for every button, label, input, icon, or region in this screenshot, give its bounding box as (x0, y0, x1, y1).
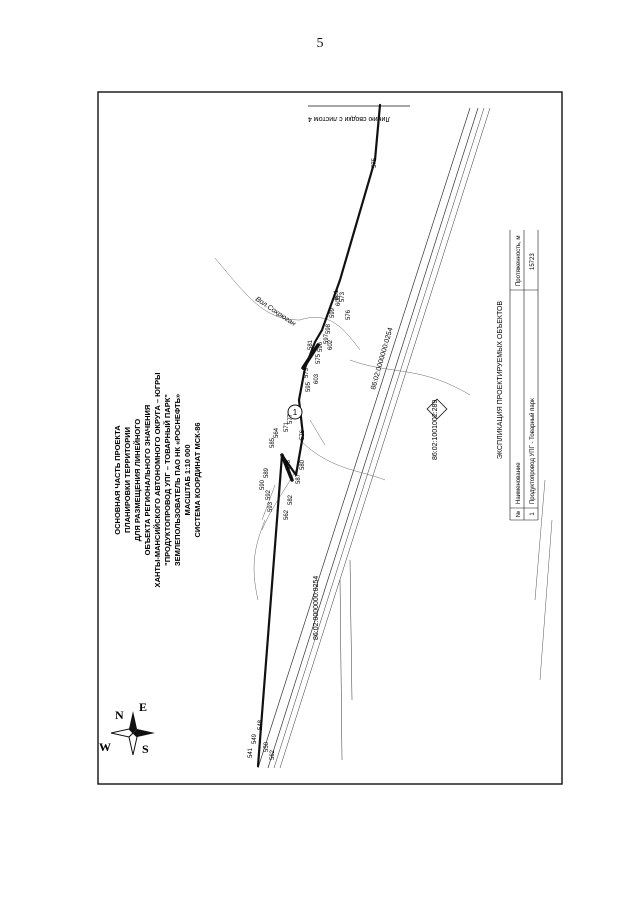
parcel-label-right: 86:02:0000000:0254 (370, 326, 395, 391)
title-line-2: ПЛАНИРОВКИ ТЕРРИТОРИИ (123, 426, 132, 534)
title-line-6: "ПРОДУКТОПРОВОД УПГ – ТОВАРНЫЙ ПАРК" (163, 394, 172, 566)
point-label: 564 (274, 427, 280, 438)
point-label: 575 (316, 353, 322, 364)
title-block (113, 373, 202, 588)
title-line-1: ОСНОВНАЯ ЧАСТЬ ПРОЕКТА (113, 425, 122, 535)
point-label: 603 (314, 373, 320, 384)
object-marker-label: 1 (292, 408, 298, 417)
point-label: 592 (266, 489, 272, 500)
point-label: 602 (328, 339, 334, 350)
title-line-8: МАСШТАБ 1:10 000 (183, 444, 192, 516)
title-line-5: ХАНТЫ-МАНСИЙСКОГО АВТОНОМНОГО ОКРУГА – ЮГРЫ (153, 372, 162, 588)
page-number: 5 (316, 36, 324, 51)
legend-row-length: 15723 (530, 253, 536, 270)
point-label: 541 (248, 747, 254, 758)
continuation-note (308, 106, 410, 122)
point-label: 562 (284, 509, 290, 520)
point-label: 593 (268, 501, 274, 512)
point-label: 585 (270, 437, 276, 448)
compass-north: N (115, 708, 124, 722)
point-label: 587 (296, 473, 302, 484)
point-label: 580 (300, 459, 306, 470)
point-label: 590 (260, 479, 266, 490)
point-label: 573 (304, 367, 310, 378)
point-label: 562 (270, 749, 276, 760)
legend-title: ЭКСПЛИКАЦИЯ ПРОЕКТИРУЕМЫХ ОБЪЕКТОВ (497, 300, 504, 460)
point-label: 582 (288, 494, 294, 505)
compass-south: S (142, 742, 149, 756)
point-label: 577 (288, 413, 294, 424)
compass-east: E (139, 700, 148, 714)
point-label: 597 (324, 333, 330, 344)
point-label: 581 (308, 339, 314, 350)
title-line-3: ДЛЯ РАЗМЕЩЕНИЯ ЛИНЕЙНОГО (133, 418, 142, 542)
point-label: 595 (306, 381, 312, 392)
point-label: 600 (336, 295, 342, 306)
point-label: 576 (346, 309, 352, 320)
legend-row-no: 1 (530, 512, 536, 516)
parcel-label-inner: 86:02:1001002:289 (432, 399, 439, 460)
parcel-label-left: 86:02:0000000:0254 (313, 575, 320, 640)
point-label: 549 (252, 733, 258, 744)
legend-side-lines (535, 480, 552, 680)
road-corridor (258, 108, 490, 768)
compass-rose-icon (99, 700, 155, 756)
title-line-9: СИСТЕМА КООРДИНАТ МСК-86 (193, 422, 202, 538)
point-label: 601 (334, 289, 340, 300)
point-label: 599 (330, 307, 336, 318)
point-label: 598 (326, 323, 332, 334)
continuation-note-text: Линию сводки с листом 4 (308, 115, 390, 122)
legend-header-length: Протяженность, м (516, 235, 522, 286)
point-label: 573 (340, 291, 346, 302)
point-label: 589 (264, 467, 270, 478)
point-label: 578 (286, 459, 292, 470)
point-label: 596 (318, 341, 324, 352)
point-label: 576 (300, 429, 306, 440)
point-label: 548 (258, 719, 264, 730)
legend-header-name: Наименование (516, 462, 522, 504)
compass-west: W (99, 740, 111, 754)
river-label: Вол.Сохрюган (253, 295, 297, 328)
point-label: 575 (372, 157, 378, 168)
legend-header-no: № (516, 510, 522, 518)
title-line-7: ЗЕМЛЕПОЛЬЗОВАТЕЛЬ ПАО НК «РОСНЕФТЬ» (173, 393, 182, 567)
point-label: 571 (284, 421, 290, 432)
point-label: 550 (264, 741, 270, 752)
point-labels (248, 157, 378, 760)
legend-row-name: Продуктопровод УПГ - Товарный парк (530, 398, 536, 504)
title-line-4: ОБЪЕКТА РЕГИОНАЛЬНОГО ЗНАЧЕНИЯ (143, 404, 152, 556)
legend (497, 230, 538, 520)
